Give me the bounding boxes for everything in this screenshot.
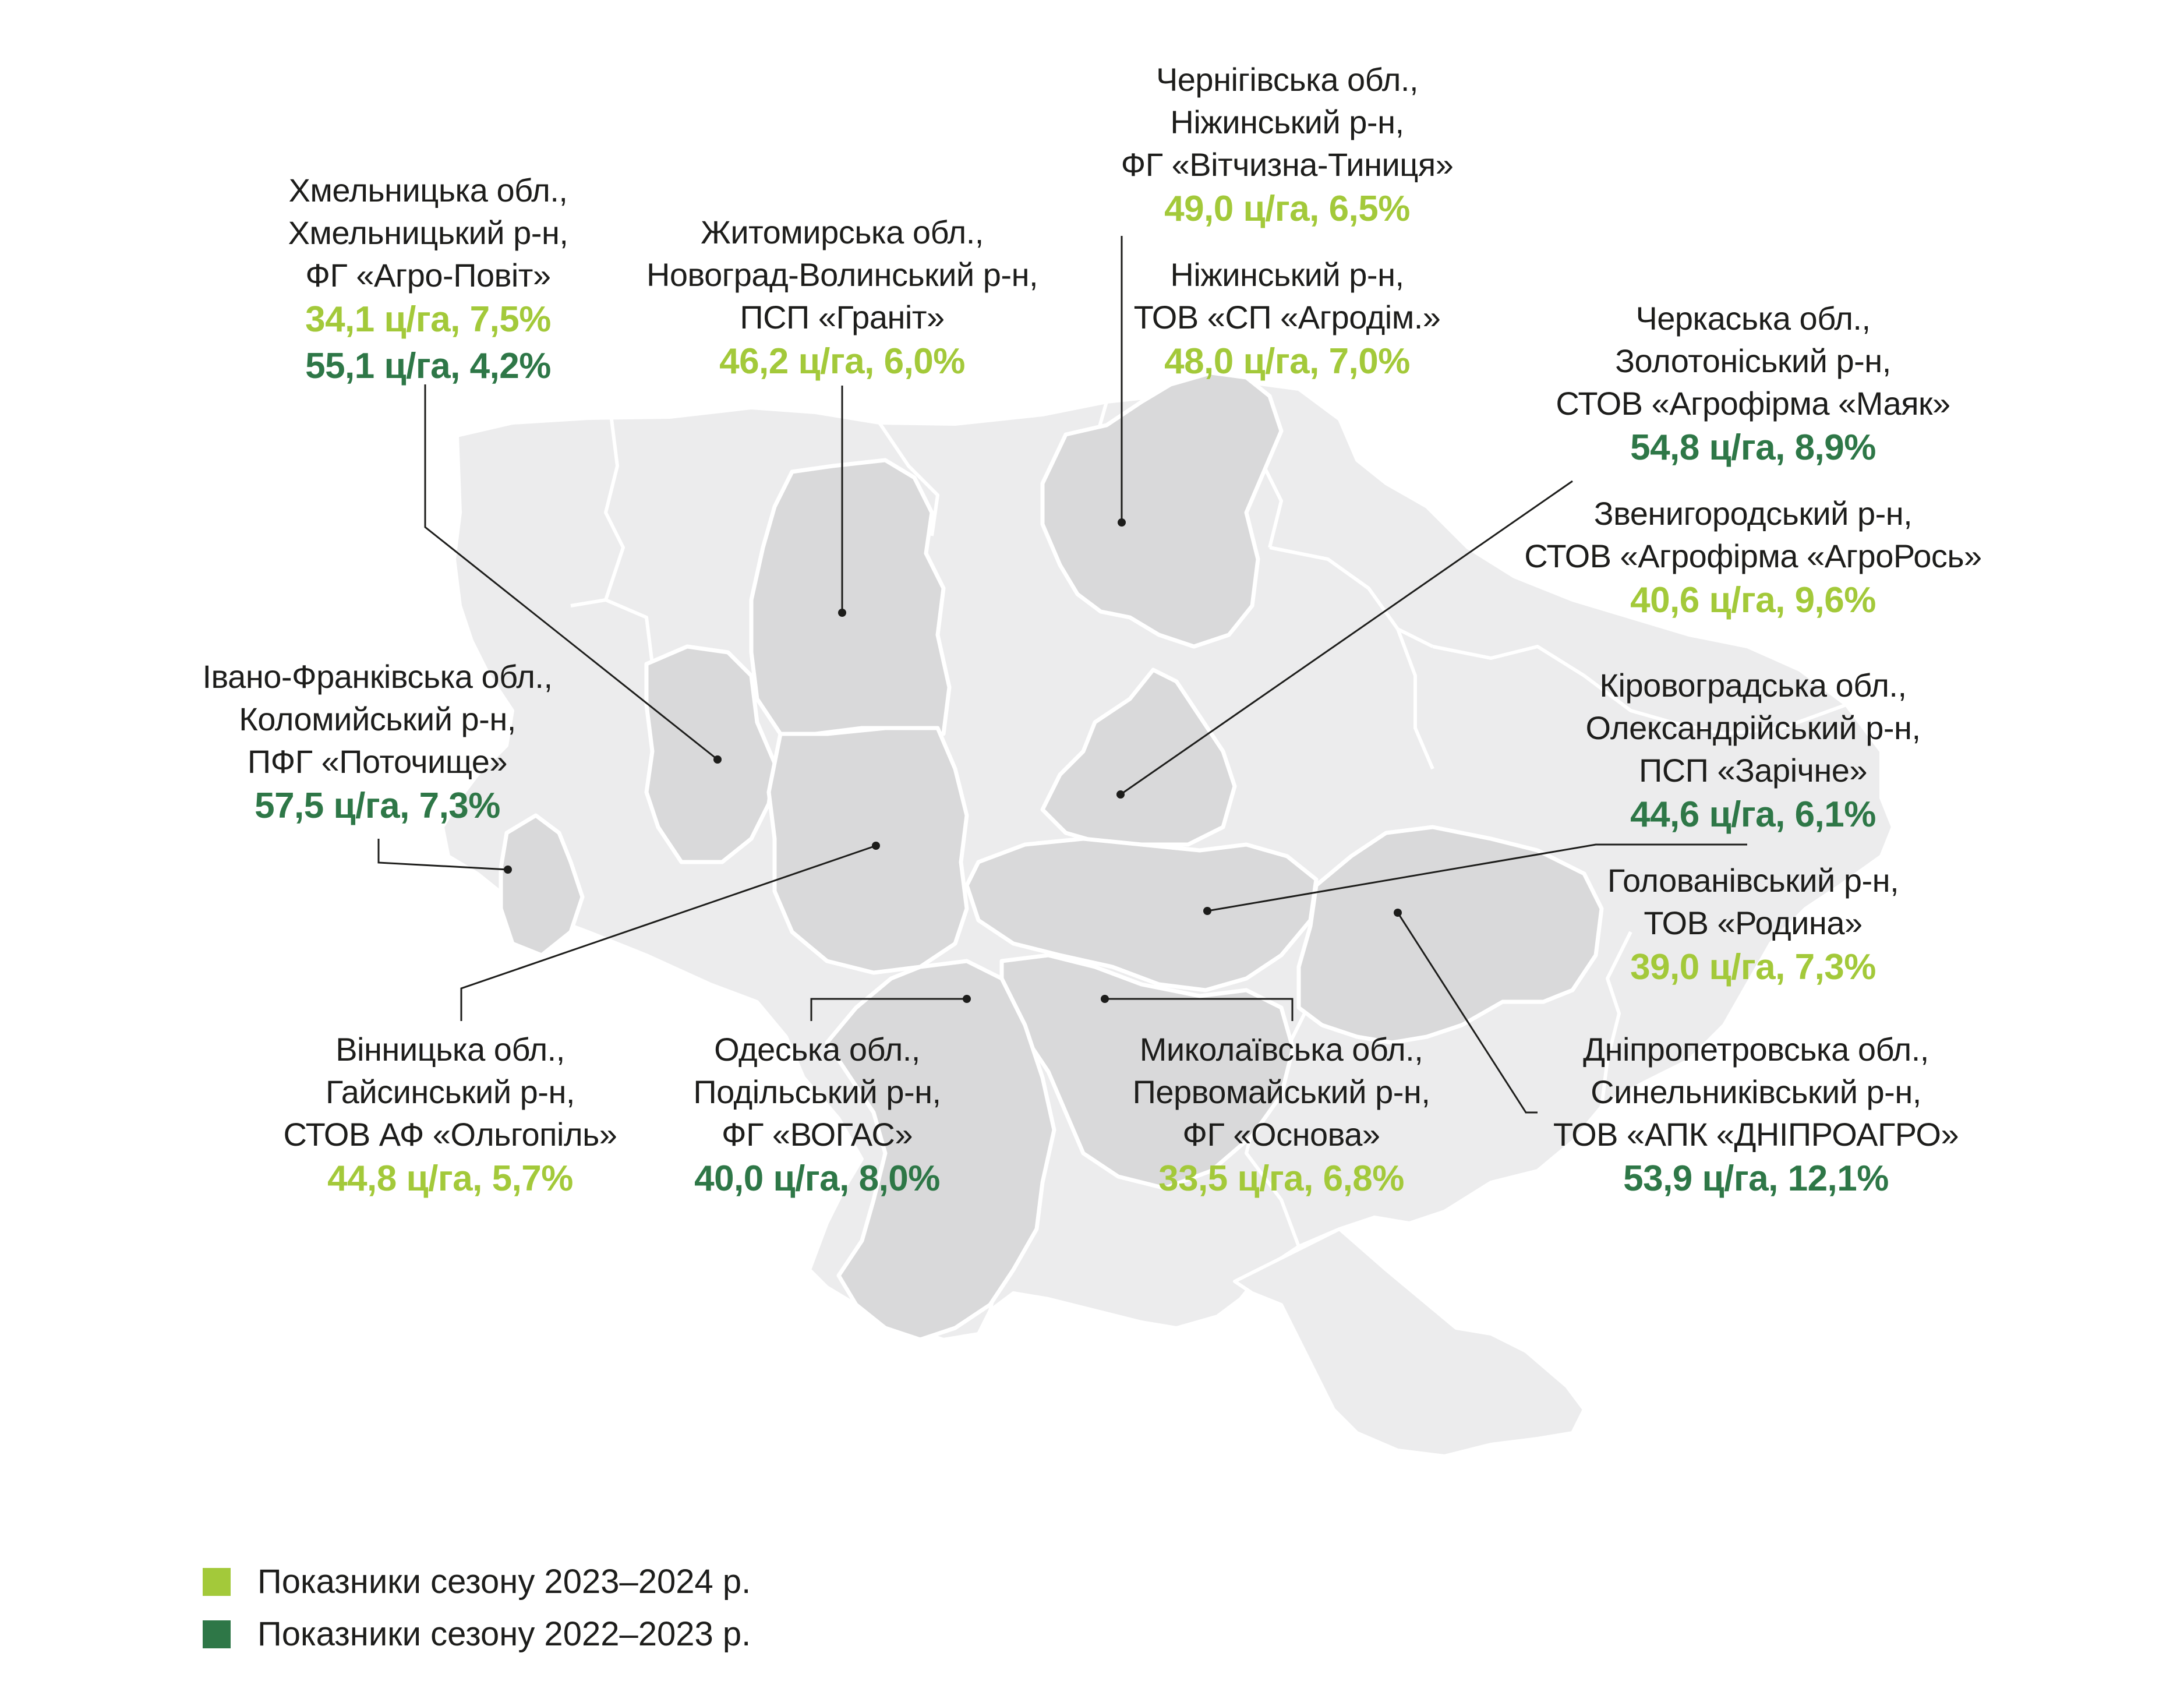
label-line: Одеська обл., xyxy=(714,1031,920,1068)
label-line: Чернігівська обл., xyxy=(1155,61,1419,98)
value-2022-2023: 55,1 ц/га, 4,2% xyxy=(305,346,551,386)
marker-khmelnytska xyxy=(713,755,722,764)
label-kirovohradska xyxy=(1585,664,1920,838)
label-line: Миколаївська обл., xyxy=(1139,1031,1423,1068)
label-line: Кіровоградська обл., xyxy=(1599,667,1907,704)
label-line: Хмельницький р-н, xyxy=(288,214,568,251)
legend-label: Показники сезону 2023–2024 р. xyxy=(257,1563,751,1601)
label-zhytomyrska xyxy=(646,211,1038,385)
label-line: Звенигородський р-н, xyxy=(1593,495,1913,532)
label-ivano-frankivska xyxy=(203,655,553,829)
label-line: Житомирська обл., xyxy=(701,214,984,250)
region-vinnytska xyxy=(769,728,967,973)
marker-mykolaivska xyxy=(1101,995,1109,1003)
value-2023-2024: 40,6 ц/га, 9,6% xyxy=(1630,580,1876,620)
label-line: Хмельницька обл., xyxy=(288,172,568,209)
value-2023-2024: 34,1 ц/га, 7,5% xyxy=(305,299,551,340)
label-line: СТОВ АФ «Ольгопіль» xyxy=(283,1116,617,1153)
legend-swatch-2023-2024 xyxy=(203,1568,231,1596)
label-line: ПФГ «Поточище» xyxy=(247,743,508,780)
value-2023-2024: 49,0 ц/га, 6,5% xyxy=(1164,189,1410,229)
label-zvenyhorodskyi xyxy=(1524,492,1981,624)
label-line: ПСП «Зарічне» xyxy=(1638,752,1868,789)
legend-swatch-2022-2023 xyxy=(203,1620,231,1648)
label-line: Коломийський р-н, xyxy=(239,701,516,737)
marker-odeska xyxy=(963,995,971,1003)
legend-label: Показники сезону 2022–2023 р. xyxy=(257,1615,751,1653)
marker-cherkaska xyxy=(1116,790,1125,799)
label-line: ФГ «Основа» xyxy=(1182,1116,1380,1153)
label-line: Ніжинський р-н, xyxy=(1170,104,1404,140)
label-line: Олександрійський р-н, xyxy=(1585,709,1921,746)
label-nizhynskyi xyxy=(1134,253,1441,385)
label-holovanivskyi xyxy=(1607,859,1899,991)
marker-ivano-frankivska xyxy=(504,866,512,874)
label-line: ТОВ «АПК «ДНІПРОАГРО» xyxy=(1553,1116,1959,1153)
legend-item-2023-2024 xyxy=(203,1562,751,1601)
label-line: Гайсинський р-н, xyxy=(326,1073,575,1110)
label-line: ТОВ «Родина» xyxy=(1644,905,1863,941)
value-2022-2023: 57,5 ц/га, 7,3% xyxy=(255,786,500,826)
value-2022-2023: 53,9 ц/га, 12,1% xyxy=(1623,1158,1889,1199)
label-line: Ніжинський р-н, xyxy=(1170,256,1404,293)
marker-chernihivska xyxy=(1118,518,1126,527)
value-2022-2023: 40,0 ц/га, 8,0% xyxy=(694,1158,940,1199)
value-2023-2024: 48,0 ц/га, 7,0% xyxy=(1164,341,1410,382)
value-2023-2024: 39,0 ц/га, 7,3% xyxy=(1630,947,1876,987)
label-odeska xyxy=(693,1028,941,1202)
label-chernihivska xyxy=(1121,58,1454,232)
label-line: ТОВ «СП «Агродім.» xyxy=(1133,299,1441,335)
marker-zhytomyrska xyxy=(838,609,846,617)
value-2023-2024: 44,8 ц/га, 5,7% xyxy=(327,1158,573,1199)
label-vinnytska xyxy=(284,1028,617,1202)
label-mykolaivska xyxy=(1133,1028,1430,1202)
legend-item-2022-2023 xyxy=(203,1615,751,1654)
label-line: ФГ «Агро-Повіт» xyxy=(305,257,551,294)
value-2022-2023: 54,8 ц/га, 8,9% xyxy=(1630,428,1876,468)
label-line: СТОВ «Агрофірма «АгроРось» xyxy=(1524,538,1982,574)
value-2023-2024: 46,2 ц/га, 6,0% xyxy=(719,341,965,382)
marker-vinnytska xyxy=(872,842,880,850)
label-khmelnytska xyxy=(288,169,568,390)
value-2023-2024: 33,5 ц/га, 6,8% xyxy=(1158,1158,1404,1199)
label-line: ФГ «Вітчизна-Тиниця» xyxy=(1121,146,1454,183)
label-line: Подільський р-н, xyxy=(693,1073,941,1110)
label-line: Золотоніський р-н, xyxy=(1615,342,1891,379)
label-line: ФГ «ВОГАС» xyxy=(722,1116,913,1153)
label-line: Дніпропетровська обл., xyxy=(1583,1031,1929,1068)
marker-dnipropetrovska xyxy=(1394,909,1402,917)
label-cherkaska xyxy=(1556,297,1950,471)
label-dnipropetrovska xyxy=(1553,1028,1959,1202)
label-line: Івано-Франківська обл., xyxy=(202,658,553,695)
value-2022-2023: 44,6 ц/га, 6,1% xyxy=(1630,794,1876,835)
marker-kirovohradska xyxy=(1203,907,1211,915)
region-zhytomyrska xyxy=(751,460,949,734)
label-line: Вінницька обл., xyxy=(335,1031,565,1068)
label-line: ПСП «Граніт» xyxy=(740,299,945,335)
label-line: Первомайський р-н, xyxy=(1132,1073,1430,1110)
label-line: Черкаська обл., xyxy=(1635,300,1871,337)
label-line: СТОВ «Агрофірма «Маяк» xyxy=(1556,385,1950,422)
label-line: Синельниківський р-н, xyxy=(1591,1073,1921,1110)
label-line: Голованівський р-н, xyxy=(1607,862,1899,899)
label-line: Новоград-Волинський р-н, xyxy=(646,256,1038,293)
